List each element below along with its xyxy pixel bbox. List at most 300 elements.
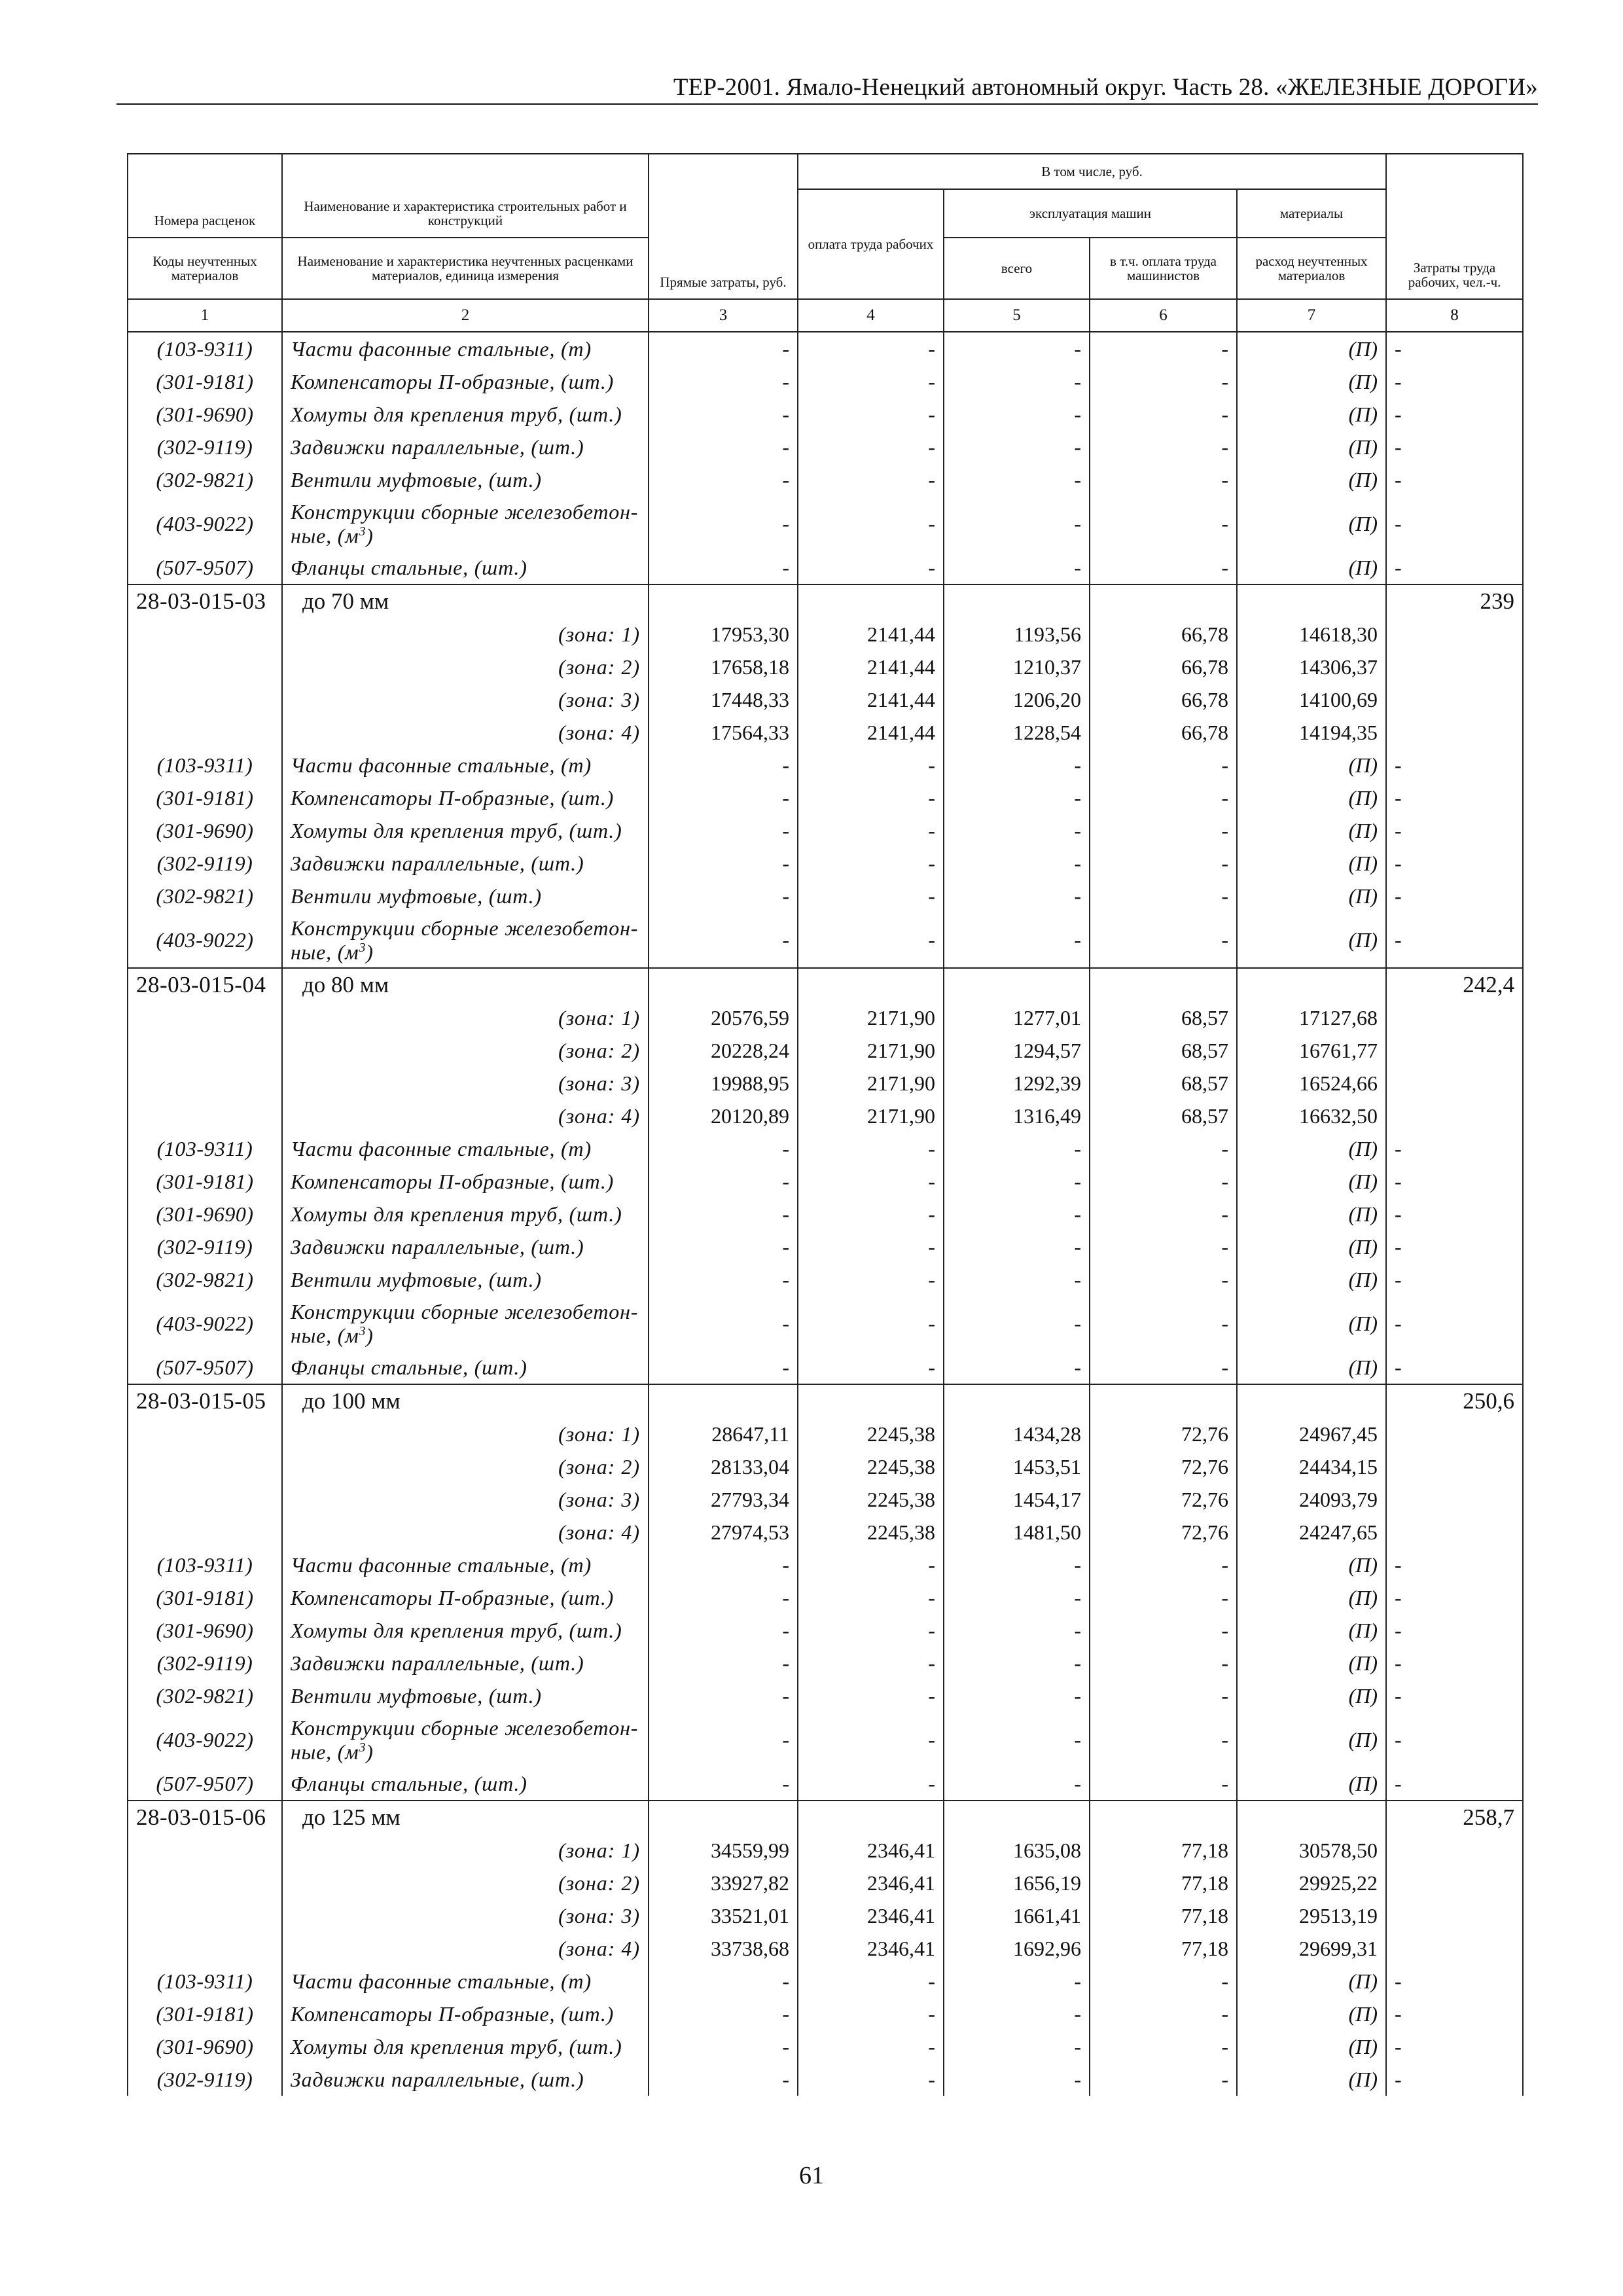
labor-value: 258,7 <box>1386 1801 1523 1834</box>
labor-dash: - <box>1386 1549 1523 1581</box>
column-number: 3 <box>649 299 798 332</box>
material-code: (301-9690) <box>128 814 282 847</box>
empty-value: - <box>1090 463 1237 496</box>
direct-costs-value: 34559,99 <box>649 1834 798 1867</box>
direct-costs-value: 19988,95 <box>649 1067 798 1100</box>
material-code: (103-9311) <box>128 749 282 781</box>
empty-value: - <box>1090 912 1237 968</box>
material-name: Вентили муфтовые, (шт.) <box>282 1679 649 1712</box>
material-name <box>282 496 649 551</box>
unaccounted-mark: (П) <box>1237 847 1386 880</box>
material-name: Части фасонные стальные, (т) <box>282 749 649 781</box>
zone-label: (зона: 1) <box>282 1834 649 1867</box>
zone-label: (зона: 3) <box>282 1067 649 1100</box>
unaccounted-mark: (П) <box>1237 2030 1386 2063</box>
worker-pay-value: 2346,41 <box>798 1867 944 1899</box>
material-name: Компенсаторы П-образные, (шт.) <box>282 1581 649 1614</box>
empty-value: - <box>1090 781 1237 814</box>
empty-value: - <box>798 912 944 968</box>
material-name <box>282 1712 649 1767</box>
material-name: Части фасонные стальные, (т) <box>282 1549 649 1581</box>
machines-total-value: 1206,20 <box>944 683 1090 716</box>
zone-row <box>128 1483 1523 1516</box>
unaccounted-mark: (П) <box>1237 2063 1386 2096</box>
unaccounted-mark: (П) <box>1237 551 1386 584</box>
labor-dash: - <box>1386 1614 1523 1647</box>
material-name: Задвижки параллельные, (шт.) <box>282 431 649 463</box>
empty-cell <box>1386 1100 1523 1132</box>
unit-superscript: 3 <box>359 1323 366 1338</box>
material-name: Фланцы стальные, (шт.) <box>282 1767 649 1801</box>
empty-cell <box>1386 1834 1523 1867</box>
zone-row <box>128 1834 1523 1867</box>
labor-dash: - <box>1386 1965 1523 1998</box>
empty-value: - <box>1090 814 1237 847</box>
column-number: 7 <box>1237 299 1386 332</box>
empty-value: - <box>1090 431 1237 463</box>
unaccounted-mark: (П) <box>1237 814 1386 847</box>
unaccounted-mark: (П) <box>1237 463 1386 496</box>
empty-value: - <box>649 1581 798 1614</box>
materials-value: 29699,31 <box>1237 1932 1386 1965</box>
worker-pay-value: 2171,90 <box>798 1067 944 1100</box>
empty-value: - <box>649 814 798 847</box>
empty-cell <box>798 1384 944 1418</box>
direct-costs-value: 17448,33 <box>649 683 798 716</box>
material-code: (302-9821) <box>128 1263 282 1296</box>
material-name: Хомуты для крепления труб, (шт.) <box>282 814 649 847</box>
labor-dash: - <box>1386 781 1523 814</box>
labor-dash: - <box>1386 1767 1523 1801</box>
empty-cell <box>1090 1801 1237 1834</box>
header-material-names: Наименование и характеристика неучтенных расценками материалов, единица измерения <box>282 238 649 299</box>
material-code: (302-9119) <box>128 431 282 463</box>
empty-value: - <box>649 398 798 431</box>
material-name-line-2: ные, (м <box>291 1740 359 1764</box>
machinist-pay-value: 77,18 <box>1090 1899 1237 1932</box>
empty-value: - <box>798 1132 944 1165</box>
empty-cell <box>944 968 1090 1001</box>
empty-cell <box>649 968 798 1001</box>
empty-value: - <box>1090 551 1237 584</box>
zone-row <box>128 1450 1523 1483</box>
material-name <box>282 912 649 968</box>
labor-dash: - <box>1386 332 1523 365</box>
worker-pay-value: 2245,38 <box>798 1516 944 1549</box>
material-row <box>128 1679 1523 1712</box>
empty-value: - <box>1090 1132 1237 1165</box>
labor-dash: - <box>1386 814 1523 847</box>
rate-code: 28-03-015-05 <box>128 1384 282 1418</box>
empty-value: - <box>649 1614 798 1647</box>
empty-cell <box>1237 584 1386 618</box>
empty-cell <box>128 716 282 749</box>
direct-costs-value: 17564,33 <box>649 716 798 749</box>
worker-pay-value: 2346,41 <box>798 1932 944 1965</box>
material-row <box>128 332 1523 365</box>
empty-cell <box>128 1100 282 1132</box>
empty-value: - <box>649 1767 798 1801</box>
machinist-pay-value: 77,18 <box>1090 1834 1237 1867</box>
material-row <box>128 1198 1523 1230</box>
empty-value: - <box>798 1263 944 1296</box>
machines-total-value: 1228,54 <box>944 716 1090 749</box>
empty-value: - <box>1090 365 1237 398</box>
empty-value: - <box>944 1549 1090 1581</box>
material-name <box>282 1296 649 1351</box>
machines-total-value: 1453,51 <box>944 1450 1090 1483</box>
empty-cell <box>649 1384 798 1418</box>
empty-value: - <box>798 463 944 496</box>
empty-value: - <box>944 496 1090 551</box>
material-name: Задвижки параллельные, (шт.) <box>282 1647 649 1679</box>
material-name: Компенсаторы П-образные, (шт.) <box>282 1998 649 2030</box>
empty-cell <box>128 1516 282 1549</box>
empty-cell <box>128 1932 282 1965</box>
empty-value: - <box>798 1647 944 1679</box>
table-body <box>128 332 1523 2096</box>
unaccounted-mark: (П) <box>1237 332 1386 365</box>
material-name: Компенсаторы П-образные, (шт.) <box>282 365 649 398</box>
empty-value: - <box>649 847 798 880</box>
empty-cell <box>128 1899 282 1932</box>
unit-superscript: 3 <box>359 1740 366 1755</box>
empty-value: - <box>798 781 944 814</box>
material-code: (301-9181) <box>128 1165 282 1198</box>
material-row <box>128 1614 1523 1647</box>
empty-value: - <box>944 1647 1090 1679</box>
labor-dash: - <box>1386 2063 1523 2096</box>
header-direct-costs: Прямые затраты, руб. <box>649 154 798 299</box>
direct-costs-value: 17953,30 <box>649 618 798 651</box>
labor-dash: - <box>1386 749 1523 781</box>
header-machinist-pay: в т.ч. оплата труда машинистов <box>1090 238 1237 299</box>
rate-title: до 125 мм <box>282 1801 649 1834</box>
empty-value: - <box>944 398 1090 431</box>
material-name: Хомуты для крепления труб, (шт.) <box>282 1614 649 1647</box>
machines-total-value: 1635,08 <box>944 1834 1090 1867</box>
labor-dash: - <box>1386 365 1523 398</box>
direct-costs-value: 20228,24 <box>649 1034 798 1067</box>
unaccounted-mark: (П) <box>1237 1767 1386 1801</box>
empty-cell <box>1237 968 1386 1001</box>
empty-cell <box>1386 1516 1523 1549</box>
machines-total-value: 1294,57 <box>944 1034 1090 1067</box>
empty-cell <box>1386 1867 1523 1899</box>
empty-cell <box>128 651 282 683</box>
material-name: Фланцы стальные, (шт.) <box>282 1351 649 1384</box>
material-row <box>128 496 1523 551</box>
empty-value: - <box>944 847 1090 880</box>
empty-value: - <box>1090 1549 1237 1581</box>
empty-value: - <box>649 1198 798 1230</box>
empty-value: - <box>798 1351 944 1384</box>
labor-value: 250,6 <box>1386 1384 1523 1418</box>
direct-costs-value: 28647,11 <box>649 1418 798 1450</box>
rates-table <box>127 153 1524 2096</box>
machinist-pay-value: 72,76 <box>1090 1418 1237 1450</box>
unaccounted-mark: (П) <box>1237 749 1386 781</box>
empty-value: - <box>649 1679 798 1712</box>
empty-value: - <box>649 1549 798 1581</box>
empty-value: - <box>1090 1998 1237 2030</box>
zone-label: (зона: 4) <box>282 1932 649 1965</box>
materials-value: 24247,65 <box>1237 1516 1386 1549</box>
empty-cell <box>1237 1801 1386 1834</box>
material-code: (103-9311) <box>128 332 282 365</box>
empty-cell <box>1386 618 1523 651</box>
material-code: (301-9690) <box>128 1614 282 1647</box>
unaccounted-mark: (П) <box>1237 1998 1386 2030</box>
machines-total-value: 1210,37 <box>944 651 1090 683</box>
machinist-pay-value: 66,78 <box>1090 716 1237 749</box>
zone-row <box>128 1516 1523 1549</box>
empty-value: - <box>798 496 944 551</box>
material-code: (301-9181) <box>128 365 282 398</box>
labor-dash: - <box>1386 551 1523 584</box>
material-name: Хомуты для крепления труб, (шт.) <box>282 398 649 431</box>
unit-close: ) <box>366 1740 374 1764</box>
unaccounted-mark: (П) <box>1237 912 1386 968</box>
unaccounted-mark: (П) <box>1237 1581 1386 1614</box>
unit-superscript: 3 <box>359 940 366 955</box>
material-row <box>128 1998 1523 2030</box>
machinist-pay-value: 66,78 <box>1090 618 1237 651</box>
unaccounted-mark: (П) <box>1237 880 1386 912</box>
material-row <box>128 1296 1523 1351</box>
header-worker-pay: оплата труда рабочих <box>798 189 944 299</box>
zone-row <box>128 1067 1523 1100</box>
empty-value: - <box>944 1296 1090 1351</box>
materials-value: 24434,15 <box>1237 1450 1386 1483</box>
rates-table-frame <box>127 153 1522 2096</box>
material-row <box>128 431 1523 463</box>
empty-cell <box>1386 651 1523 683</box>
material-code: (302-9119) <box>128 1647 282 1679</box>
material-code: (301-9181) <box>128 1581 282 1614</box>
labor-dash: - <box>1386 847 1523 880</box>
empty-value: - <box>944 332 1090 365</box>
empty-cell <box>128 1483 282 1516</box>
empty-value: - <box>944 880 1090 912</box>
materials-value: 24967,45 <box>1237 1418 1386 1450</box>
material-code: (302-9821) <box>128 880 282 912</box>
material-code: (403-9022) <box>128 496 282 551</box>
labor-dash: - <box>1386 2030 1523 2063</box>
machines-total-value: 1277,01 <box>944 1001 1090 1034</box>
empty-value: - <box>1090 1647 1237 1679</box>
empty-cell <box>128 1067 282 1100</box>
empty-cell <box>944 584 1090 618</box>
machines-total-value: 1656,19 <box>944 1867 1090 1899</box>
empty-value: - <box>944 1351 1090 1384</box>
empty-cell <box>798 1801 944 1834</box>
empty-cell <box>1386 1067 1523 1100</box>
rate-title: до 100 мм <box>282 1384 649 1418</box>
empty-value: - <box>649 496 798 551</box>
empty-value: - <box>649 1165 798 1198</box>
unaccounted-mark: (П) <box>1237 1132 1386 1165</box>
unaccounted-mark: (П) <box>1237 365 1386 398</box>
machinist-pay-value: 77,18 <box>1090 1932 1237 1965</box>
empty-cell <box>798 968 944 1001</box>
empty-value: - <box>944 781 1090 814</box>
material-row <box>128 1647 1523 1679</box>
direct-costs-value: 33521,01 <box>649 1899 798 1932</box>
empty-cell <box>1386 1001 1523 1034</box>
empty-value: - <box>798 551 944 584</box>
material-row <box>128 1965 1523 1998</box>
empty-value: - <box>1090 1198 1237 1230</box>
zone-row <box>128 1034 1523 1067</box>
worker-pay-value: 2141,44 <box>798 683 944 716</box>
empty-value: - <box>944 1998 1090 2030</box>
machinist-pay-value: 72,76 <box>1090 1516 1237 1549</box>
machinist-pay-value: 72,76 <box>1090 1450 1237 1483</box>
unaccounted-mark: (П) <box>1237 1614 1386 1647</box>
material-row <box>128 398 1523 431</box>
rate-code: 28-03-015-06 <box>128 1801 282 1834</box>
labor-dash: - <box>1386 1998 1523 2030</box>
labor-value: 242,4 <box>1386 968 1523 1001</box>
machinist-pay-value: 68,57 <box>1090 1067 1237 1100</box>
worker-pay-value: 2245,38 <box>798 1483 944 1516</box>
empty-value: - <box>1090 1296 1237 1351</box>
material-name: Части фасонные стальные, (т) <box>282 1132 649 1165</box>
labor-dash: - <box>1386 1296 1523 1351</box>
machines-total-value: 1692,96 <box>944 1932 1090 1965</box>
empty-value: - <box>798 2030 944 2063</box>
empty-cell <box>649 584 798 618</box>
empty-value: - <box>1090 1614 1237 1647</box>
column-number: 4 <box>798 299 944 332</box>
labor-dash: - <box>1386 431 1523 463</box>
empty-cell <box>128 1450 282 1483</box>
direct-costs-value: 33927,82 <box>649 1867 798 1899</box>
material-name-line-1: Конструкции сборные железобетон- <box>291 1299 639 1323</box>
header-work-name: Наименование и характеристика строительных работ и конструкций <box>282 154 649 238</box>
material-name: Хомуты для крепления труб, (шт.) <box>282 2030 649 2063</box>
zone-label: (зона: 2) <box>282 651 649 683</box>
empty-cell <box>1386 1034 1523 1067</box>
empty-cell <box>1090 584 1237 618</box>
empty-value: - <box>798 814 944 847</box>
empty-value: - <box>649 1712 798 1767</box>
material-code: (103-9311) <box>128 1132 282 1165</box>
machinist-pay-value: 72,76 <box>1090 1483 1237 1516</box>
zone-label: (зона: 1) <box>282 1001 649 1034</box>
unaccounted-mark: (П) <box>1237 1230 1386 1263</box>
empty-value: - <box>1090 1581 1237 1614</box>
zone-label: (зона: 4) <box>282 1100 649 1132</box>
column-number: 1 <box>128 299 282 332</box>
material-row <box>128 1351 1523 1384</box>
empty-value: - <box>649 1998 798 2030</box>
material-row <box>128 1581 1523 1614</box>
empty-value: - <box>1090 1230 1237 1263</box>
zone-row <box>128 1899 1523 1932</box>
header-unaccounted-materials: расход неучтенных материалов <box>1237 238 1386 299</box>
empty-value: - <box>649 1263 798 1296</box>
labor-dash: - <box>1386 1351 1523 1384</box>
worker-pay-value: 2346,41 <box>798 1834 944 1867</box>
empty-cell <box>649 1801 798 1834</box>
unaccounted-mark: (П) <box>1237 1351 1386 1384</box>
empty-value: - <box>1090 1679 1237 1712</box>
worker-pay-value: 2141,44 <box>798 618 944 651</box>
rate-header-row <box>128 1384 1523 1418</box>
materials-value: 16524,66 <box>1237 1067 1386 1100</box>
material-name: Задвижки параллельные, (шт.) <box>282 847 649 880</box>
empty-value: - <box>1090 847 1237 880</box>
empty-cell <box>1090 968 1237 1001</box>
material-name-line-1: Конструкции сборные железобетон- <box>291 499 639 524</box>
empty-value: - <box>1090 1351 1237 1384</box>
labor-dash: - <box>1386 1230 1523 1263</box>
materials-value: 14100,69 <box>1237 683 1386 716</box>
material-code: (403-9022) <box>128 912 282 968</box>
labor-dash: - <box>1386 1679 1523 1712</box>
machines-total-value: 1481,50 <box>944 1516 1090 1549</box>
material-name-line-2: ные, (м <box>291 940 359 964</box>
labor-dash: - <box>1386 1712 1523 1767</box>
empty-value: - <box>649 1965 798 1998</box>
machines-total-value: 1193,56 <box>944 618 1090 651</box>
machinist-pay-value: 66,78 <box>1090 651 1237 683</box>
material-name: Части фасонные стальные, (т) <box>282 332 649 365</box>
zone-label: (зона: 2) <box>282 1450 649 1483</box>
material-code: (302-9821) <box>128 463 282 496</box>
zone-row <box>128 1418 1523 1450</box>
rate-code: 28-03-015-04 <box>128 968 282 1001</box>
empty-value: - <box>649 2030 798 2063</box>
unaccounted-mark: (П) <box>1237 1647 1386 1679</box>
material-code: (301-9690) <box>128 1198 282 1230</box>
empty-cell <box>944 1384 1090 1418</box>
empty-value: - <box>944 1767 1090 1801</box>
header-materials: материалы <box>1237 189 1386 238</box>
direct-costs-value: 20120,89 <box>649 1100 798 1132</box>
material-code: (302-9119) <box>128 2063 282 2096</box>
material-code: (301-9690) <box>128 398 282 431</box>
empty-value: - <box>1090 332 1237 365</box>
empty-value: - <box>944 1263 1090 1296</box>
material-name: Вентили муфтовые, (шт.) <box>282 1263 649 1296</box>
empty-value: - <box>649 749 798 781</box>
material-code: (103-9311) <box>128 1549 282 1581</box>
empty-value: - <box>798 1614 944 1647</box>
header-material-codes: Коды неучтенных материалов <box>128 238 282 299</box>
empty-value: - <box>798 365 944 398</box>
rate-header-row <box>128 584 1523 618</box>
page-number: 61 <box>799 2162 824 2189</box>
direct-costs-value: 27974,53 <box>649 1516 798 1549</box>
zone-label: (зона: 2) <box>282 1034 649 1067</box>
empty-value: - <box>649 1296 798 1351</box>
worker-pay-value: 2171,90 <box>798 1001 944 1034</box>
material-name: Вентили муфтовые, (шт.) <box>282 880 649 912</box>
empty-value: - <box>649 1351 798 1384</box>
empty-value: - <box>944 1132 1090 1165</box>
unaccounted-mark: (П) <box>1237 1965 1386 1998</box>
labor-dash: - <box>1386 880 1523 912</box>
materials-value: 16632,50 <box>1237 1100 1386 1132</box>
material-row <box>128 2063 1523 2096</box>
labor-dash: - <box>1386 1198 1523 1230</box>
empty-cell <box>1090 1384 1237 1418</box>
empty-value: - <box>944 1712 1090 1767</box>
labor-dash: - <box>1386 496 1523 551</box>
